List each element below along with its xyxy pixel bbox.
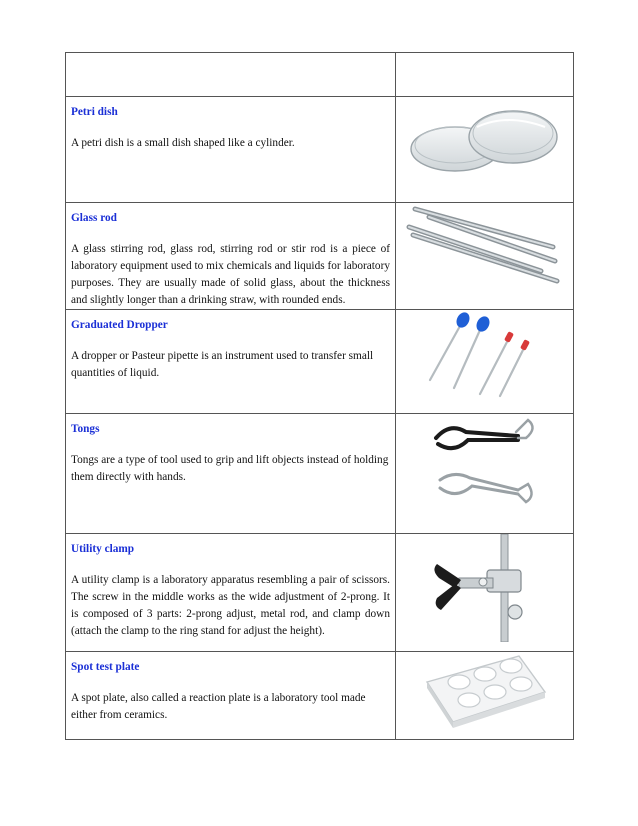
- item-title: Petri dish: [71, 106, 118, 118]
- text-cell: [66, 652, 396, 740]
- item-description: A glass stirring rod, glass rod, stirring rod or stir rod is a piece of laboratory equipment used to mix chemicals and liquids for laboratory purposes. They are usually made of solid glass, about the thickness and slightly longer than a drinking straw, with rounded ends.: [71, 243, 390, 306]
- table-row: [66, 414, 574, 534]
- text-cell: [66, 534, 396, 652]
- item-title: Utility clamp: [71, 543, 135, 555]
- utility-clamp-icon: [425, 534, 545, 642]
- text-cell: [66, 414, 396, 534]
- table-row: [66, 652, 574, 740]
- item-title: Graduated Dropper: [71, 319, 168, 331]
- item-title: Glass rod: [71, 212, 117, 224]
- image-cell: [396, 203, 574, 310]
- droppers-icon: [420, 310, 550, 400]
- table-row: [66, 203, 574, 310]
- tongs-icon: [430, 414, 540, 518]
- image-cell: [396, 652, 574, 740]
- image-cell: [396, 534, 574, 652]
- empty-cell: [66, 53, 396, 97]
- item-description: Tongs are a type of tool used to grip and lift objects instead of holding them directly with hands.: [71, 454, 389, 483]
- text-cell: [66, 97, 396, 203]
- item-title: Spot test plate: [71, 661, 140, 673]
- table-row-empty: [66, 53, 574, 97]
- item-description: A utility clamp is a laboratory apparatus resembling a pair of scissors. The screw in the middle works as the wide adjustment of 2-prong. It is composed of 3 parts: 2-prong adjust, metal rod, and clamp down (attach the clamp to the ring stand for adjust the height).: [71, 574, 390, 637]
- equipment-table: [65, 52, 574, 740]
- item-description: A dropper or Pasteur pipette is an instrument used to transfer small quantities of liquid.: [71, 350, 374, 379]
- item-description: A spot plate, also called a reaction plate is a laboratory tool made either from ceramics.: [71, 692, 366, 721]
- image-cell: [396, 414, 574, 534]
- text-cell: [66, 310, 396, 414]
- table-row: [66, 310, 574, 414]
- item-description: A petri dish is a small dish shaped like a cylinder.: [71, 137, 295, 149]
- empty-cell: [396, 53, 574, 97]
- image-cell: [396, 97, 574, 203]
- glass-rods-icon: [405, 203, 565, 287]
- text-cell: [66, 203, 396, 310]
- petri-dish-icon: [407, 97, 563, 179]
- image-cell: [396, 310, 574, 414]
- item-title: Tongs: [71, 423, 100, 435]
- table-row: [66, 534, 574, 652]
- table-row: [66, 97, 574, 203]
- spot-plate-icon: [421, 652, 549, 728]
